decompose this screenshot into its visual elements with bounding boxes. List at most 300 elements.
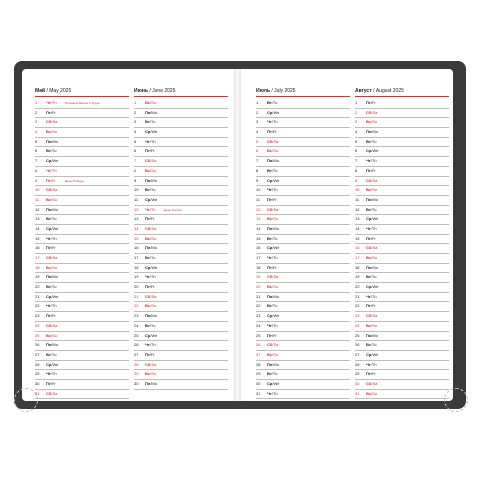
day-number: 17 [256,255,261,260]
weekday: Ср/We [46,361,59,367]
weekday: Чт/Th [366,158,377,164]
day-row [355,99,449,109]
day-number: 16 [355,245,360,251]
weekday: Чт/Th [267,187,278,193]
weekday: Пт/Fr [145,351,155,357]
day-row [35,380,129,390]
weekday-ru: Пн [145,313,151,319]
day-number: 16 [35,245,40,251]
day-row [35,390,129,400]
weekday-ru: Ср [145,264,151,270]
day-row [134,128,228,138]
day-row [355,390,449,400]
weekday: Сб/Sa [145,293,157,299]
day-number: 24 [134,322,139,328]
weekday: Вс/Su [46,264,58,270]
day-row [134,147,228,157]
day-row [35,244,129,254]
weekday-en: Fr [272,264,277,270]
day-row [134,167,228,177]
weekday: Сб/Sa [267,138,279,144]
weekday: Вт/Tu [145,119,156,125]
day-number: 4 [256,129,259,135]
weekday-en: Sa [52,322,58,328]
weekday: Ср/We [145,129,158,135]
weekday-en: Tu [272,167,278,173]
day-number: 2 [134,109,137,115]
weekday-en: Su [372,119,378,125]
weekday-en: We [151,196,158,202]
day-row [256,332,350,342]
weekday-en: Su [52,264,58,270]
weekday: Пт/Fr [366,371,376,377]
day-row [355,293,449,303]
weekday-ru: Ср [46,158,52,164]
weekday: Сб/Sa [46,119,58,125]
weekday-ru: Вт [366,274,371,280]
weekday-en: Sa [52,390,58,396]
day-row [355,215,449,225]
day-row [134,302,228,312]
weekday-en: Th [51,235,57,241]
weekday: Сб/Sa [366,313,378,319]
weekday: Пн/Mo [267,158,279,164]
day-number: 16 [134,245,139,251]
weekday-en: Mo [273,158,279,164]
weekday: Пн/Mo [46,274,58,280]
weekday-ru: Вс [46,196,52,202]
weekday-en: We [151,264,158,270]
weekday-en: Th [150,206,156,212]
day-number: 9 [355,177,358,183]
day-number: 25 [134,332,139,338]
weekday-en: Mo [52,342,58,348]
day-number: 31 [256,390,261,396]
day-row [134,118,228,128]
day-row [35,254,129,264]
day-number: 1 [35,100,38,105]
day-row [256,341,350,351]
weekday: Пт/Fr [145,284,155,290]
weekday-en: Tu [150,119,156,125]
weekday: Вт/Tu [145,255,156,260]
day-row [256,225,350,235]
weekday-en: We [372,216,379,222]
month-column-august [355,87,449,399]
weekday-ru: Вт [46,148,51,154]
day-row [256,254,350,264]
weekday-ru: Вт [267,235,272,241]
weekday: Пн/Mo [267,293,279,299]
day-number: 25 [35,332,40,338]
day-row [355,283,449,293]
day-number: 6 [134,148,137,154]
weekday-ru: Вс [366,255,372,260]
month-subtitle: / July 2025 [270,88,296,94]
day-number: 19 [35,274,40,280]
weekday-ru: Вт [145,187,150,193]
day-number: 14 [134,225,139,231]
day-number: 8 [35,167,38,173]
weekday-ru: Ср [267,177,273,183]
day-row [256,167,350,177]
weekday-en: Su [151,371,157,377]
weekday-ru: Сб [145,225,151,231]
weekday: Сб/Sa [267,342,279,348]
day-number: 17 [355,255,360,260]
weekday-en: Fr [150,284,155,290]
day-number: 25 [256,332,261,338]
day-row [35,351,129,361]
weekday-en: We [151,332,158,338]
weekday-en: Fr [371,235,376,241]
weekday: Пн/Mo [366,332,378,338]
day-number: 12 [256,206,261,212]
day-row [134,293,228,303]
weekday-ru: Пт [267,332,272,338]
day-row [355,302,449,312]
weekday-ru: Вт [267,303,272,309]
weekday-en: Th [272,255,278,260]
day-number: 10 [35,187,40,193]
weekday-en: Fr [150,216,155,222]
day-row [35,341,129,351]
day-row [35,109,129,119]
day-row [355,128,449,138]
weekday-ru: Вс [145,371,151,377]
weekday-en: Su [151,100,157,105]
weekday: Пн/Mo [46,138,58,144]
weekday-en: Su [372,255,378,260]
weekday-ru: Вс [46,264,52,270]
weekday-ru: Вт [46,351,51,357]
weekday: Сб/Sa [46,322,58,328]
weekday-ru: Чт [46,303,51,309]
weekday-ru: Чт [46,100,51,105]
weekday-ru: Вс [267,148,273,154]
month-title [35,87,129,97]
weekday-en: Tu [51,351,57,357]
weekday-en: Tu [150,187,156,193]
month-name: Июль [256,88,270,94]
day-number: 30 [134,380,139,386]
weekday-en: Sa [372,177,378,183]
day-number: 25 [355,332,360,338]
weekday-ru: Ср [145,332,151,338]
day-number: 5 [134,138,137,144]
month-column-june [134,87,228,390]
day-number: 29 [134,371,139,377]
weekday: Ср/We [366,216,379,222]
holiday-note: День Победы [65,178,84,183]
day-number: 7 [256,158,259,164]
weekday-en: Tu [51,284,57,290]
weekday-en: Tu [51,148,57,154]
day-row [355,157,449,167]
weekday-en: Fr [150,351,155,357]
weekday-en: Fr [272,129,277,135]
day-number: 21 [134,293,139,299]
weekday-en: Su [372,187,378,193]
day-row [355,138,449,148]
weekday-en: Th [371,158,377,164]
weekday-en: Mo [151,109,157,115]
weekday: Вс/Su [145,235,157,241]
weekday: Сб/Sa [145,225,157,231]
weekday-ru: Вс [267,216,273,222]
day-row [134,99,228,109]
day-row [35,312,129,322]
weekday: Ср/We [145,196,158,202]
weekday-en: Th [150,342,156,348]
weekday: Пт/Fr [267,129,277,135]
day-list [355,99,449,399]
weekday-en: Sa [151,158,157,164]
weekday: Вс/Su [46,196,58,202]
weekday: Пт/Fr [366,235,376,241]
day-row [256,215,350,225]
weekday: Сб/Sa [46,187,58,193]
weekday-ru: Пт [46,380,51,386]
month-name: Август [355,88,372,94]
weekday: Пн/Mo [267,361,279,367]
weekday: Пн/Mo [145,245,157,251]
day-number: 8 [134,167,137,173]
weekday-en: Sa [52,119,58,125]
day-number: 3 [256,119,259,125]
day-number: 19 [355,274,360,280]
day-number: 7 [355,158,358,164]
weekday-en: Mo [372,332,378,338]
weekday-ru: Пн [145,109,151,115]
day-number: 28 [35,361,40,367]
weekday: Ср/We [46,293,59,299]
day-number: 14 [355,225,360,231]
weekday: Вт/Tu [267,235,278,241]
day-row [35,118,129,128]
month-title [256,87,350,97]
day-number: 22 [256,303,261,309]
weekday-en: Fr [51,245,56,251]
day-row [35,196,129,206]
weekday: Вт/Tu [267,303,278,309]
weekday-en: Fr [272,196,277,202]
weekday-en: Mo [151,380,157,386]
weekday: Вт/Tu [46,216,57,222]
day-row [256,186,350,196]
day-row [256,177,350,187]
day-row [35,147,129,157]
day-row [35,206,129,216]
day-number: 26 [134,342,139,348]
weekday: Пт/Fr [145,148,155,154]
day-number: 13 [355,216,360,222]
day-row [256,293,350,303]
day-row [134,380,228,390]
day-number: 8 [256,167,259,173]
day-number: 13 [256,216,261,222]
weekday: Пн/Mo [46,206,58,212]
weekday-ru: Чт [145,206,150,212]
day-row [256,361,350,371]
day-number: 9 [256,177,259,183]
weekday-ru: Ср [46,361,52,367]
weekday-ru: Вс [145,167,151,173]
day-number: 3 [355,119,358,125]
weekday-en: Fr [51,109,56,115]
day-number: 12 [355,206,360,212]
day-row [355,244,449,254]
weekday-ru: Пн [145,245,151,251]
weekday: Сб/Sa [267,274,279,280]
month-name: Май [35,88,46,94]
weekday: Вс/Su [145,167,157,173]
month-subtitle: / June 2025 [147,88,176,94]
weekday-ru: Чт [46,371,51,377]
weekday-en: Th [272,322,278,328]
weekday: Чт/Th [145,342,156,348]
weekday: Ср/We [46,225,59,231]
day-number: 1 [355,100,358,105]
day-number: 28 [355,361,360,367]
weekday-en: Su [151,303,157,309]
day-row [256,235,350,245]
weekday: Ср/We [145,264,158,270]
weekday-en: Sa [273,138,279,144]
weekday: Вс/Su [366,322,378,328]
weekday-ru: Пн [46,206,52,212]
weekday: Пн/Mo [267,225,279,231]
weekday: Вт/Tu [46,351,57,357]
weekday-ru: Вс [267,351,273,357]
weekday-en: Tu [150,322,156,328]
weekday-en: Th [51,100,57,105]
day-row [256,138,350,148]
weekday-ru: Вт [366,342,371,348]
day-number: 27 [355,351,360,357]
weekday-en: Tu [272,235,278,241]
weekday-ru: Пн [366,332,372,338]
day-row [256,147,350,157]
day-row [35,167,129,177]
day-row [134,312,228,322]
weekday: Пт/Fr [46,380,56,386]
weekday-ru: Сб [366,245,372,251]
weekday: Пн/Mo [46,342,58,348]
month-column-may [35,87,129,399]
day-number: 6 [355,148,358,154]
weekday-en: Tu [272,371,278,377]
weekday: Чт/Th [46,100,57,105]
weekday-ru: Вс [145,235,151,241]
weekday: Вс/Su [267,284,279,290]
weekday-ru: Вс [366,187,372,193]
day-list [134,99,228,390]
weekday-en: We [372,148,379,154]
weekday-en: Su [273,148,279,154]
weekday: Вс/Su [46,129,58,135]
day-row [134,351,228,361]
weekday-en: Mo [273,361,279,367]
weekday: Пт/Fr [366,303,376,309]
day-number: 12 [134,206,139,212]
weekday-ru: Сб [46,255,52,260]
weekday-ru: Пн [267,225,273,231]
day-row [35,128,129,138]
day-number: 14 [35,225,40,231]
weekday-ru: Ср [267,313,273,319]
weekday-ru: Ср [267,245,273,251]
weekday-en: We [273,245,280,251]
weekday-en: Tu [371,274,377,280]
weekday: Сб/Sa [366,380,378,386]
weekday-ru: Вт [267,167,272,173]
weekday: Ср/We [366,148,379,154]
weekday-en: Sa [151,293,157,299]
weekday-en: Fr [272,332,277,338]
weekday-ru: Чт [145,274,150,280]
day-row [355,109,449,119]
day-number: 2 [256,109,259,115]
day-number: 6 [256,148,259,154]
weekday-ru: Пн [46,138,52,144]
weekday: Вс/Su [366,390,378,396]
day-row [355,341,449,351]
weekday-en: Sa [273,342,279,348]
weekday: Сб/Sa [366,109,378,115]
weekday-en: We [273,380,280,386]
day-row [134,138,228,148]
day-row [134,370,228,380]
weekday: Вс/Su [366,119,378,125]
weekday-ru: Пт [366,235,371,241]
weekday-ru: Сб [366,380,372,386]
weekday-ru: Чт [46,167,51,173]
weekday: Чт/Th [366,361,377,367]
month-column-july [256,87,350,399]
weekday: Чт/Th [267,119,278,125]
day-row [35,186,129,196]
day-number: 7 [35,158,38,164]
weekday: Пт/Fr [145,216,155,222]
day-row [355,254,449,264]
day-row [134,322,228,332]
weekday-en: Tu [272,100,278,105]
weekday-ru: Вт [145,322,150,328]
day-number: 30 [256,380,261,386]
day-row [355,332,449,342]
day-row [134,157,228,167]
day-number: 3 [134,119,137,125]
day-number: 23 [355,313,360,319]
weekday-ru: Чт [267,255,272,260]
day-row [256,283,350,293]
day-number: 7 [134,158,137,164]
weekday-ru: Пт [366,167,371,173]
day-number: 26 [35,342,40,348]
weekday: Ср/We [267,177,280,183]
weekday-en: Mo [151,177,157,183]
weekday: Ср/We [145,332,158,338]
day-row [256,351,350,361]
weekday-ru: Вс [366,390,372,396]
weekday: Чт/Th [46,303,57,309]
weekday-ru: Пн [366,196,372,202]
weekday: Вс/Su [145,303,157,309]
day-number: 15 [355,235,360,241]
month-name: Июнь [134,88,148,94]
day-row [35,157,129,167]
